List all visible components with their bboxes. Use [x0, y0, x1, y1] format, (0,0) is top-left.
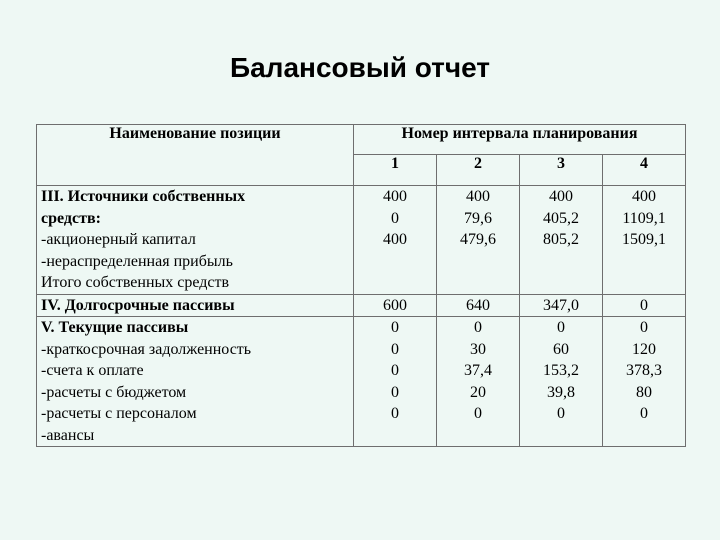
- value: 37,4: [464, 362, 492, 379]
- value: 805,2: [543, 231, 579, 248]
- value: 400: [549, 188, 573, 205]
- section-heading: средств:: [41, 209, 101, 227]
- interval-number: 4: [603, 155, 686, 186]
- value-cell: 347,0: [520, 294, 603, 317]
- value: 153,2: [543, 362, 579, 379]
- column-header-interval: Номер интервала планирования: [354, 125, 686, 155]
- value: 1109,1: [622, 209, 666, 227]
- value: 400: [466, 188, 490, 205]
- value-cell: [520, 317, 603, 447]
- value: 0: [474, 319, 482, 336]
- value: 0: [640, 319, 649, 336]
- value-cell: [603, 186, 686, 295]
- value: 79,6: [464, 209, 492, 227]
- value: 0: [557, 405, 565, 422]
- value: 479,6: [460, 231, 496, 248]
- value: 405,2: [543, 209, 579, 227]
- table-row: [37, 186, 686, 295]
- value-cell: [520, 186, 603, 295]
- item-label: -расчеты с персоналом: [41, 405, 197, 422]
- value: 39,8: [547, 383, 575, 401]
- interval-number: 1: [354, 155, 437, 186]
- value: 0: [391, 405, 399, 422]
- section-name-cell: [37, 294, 354, 317]
- table-row: [37, 294, 686, 317]
- value-cell: 600: [354, 294, 437, 317]
- interval-number: 3: [520, 155, 603, 186]
- value-cell: 640: [437, 294, 520, 317]
- value: 0: [557, 319, 565, 336]
- value-cell: [354, 186, 437, 295]
- value: 20: [470, 383, 486, 401]
- value: 1509,1: [622, 231, 667, 248]
- value: 60: [553, 340, 569, 358]
- value: 0: [391, 319, 399, 336]
- value: 0: [474, 405, 482, 422]
- value-cell: 0: [603, 294, 686, 317]
- value: 0: [391, 362, 399, 379]
- section-name-cell: [37, 317, 354, 447]
- value: 0: [391, 340, 399, 358]
- value: 30: [470, 340, 486, 358]
- item-label: -краткосрочная задолженность: [41, 340, 252, 358]
- value: 400: [383, 188, 407, 205]
- value: 0: [391, 209, 399, 227]
- item-label: -акционерный капитал: [41, 231, 196, 248]
- item-label: -счета к оплате: [41, 362, 144, 379]
- value-cell: [437, 186, 520, 295]
- value: 80: [636, 383, 653, 401]
- column-header-name: Наименование позиции: [37, 125, 354, 186]
- value: 0: [391, 383, 399, 401]
- item-label: -авансы: [41, 426, 95, 444]
- value: 0: [640, 405, 649, 422]
- item-label: -нераспределенная прибыль: [41, 252, 233, 270]
- value-cell: [603, 317, 686, 447]
- value: 120: [632, 340, 657, 358]
- value-cell: [354, 317, 437, 447]
- section-heading: IV. Долгосрочные пассивы: [41, 296, 235, 314]
- item-label: Итого собственных средств: [41, 274, 230, 291]
- value: 378,3: [626, 362, 663, 379]
- section-name-cell: [37, 186, 354, 295]
- value-cell: [437, 317, 520, 447]
- value: 400: [632, 188, 657, 205]
- table-header-row: [37, 125, 686, 155]
- balance-table: [36, 124, 686, 447]
- section-heading: III. Источники собственных: [41, 188, 246, 205]
- section-heading: V. Текущие пассивы: [41, 319, 189, 336]
- interval-number: 2: [437, 155, 520, 186]
- table-row: [37, 317, 686, 447]
- page-title: Балансовый отчет: [229, 52, 491, 83]
- value: 400: [383, 231, 407, 248]
- item-label: -расчеты с бюджетом: [41, 383, 187, 401]
